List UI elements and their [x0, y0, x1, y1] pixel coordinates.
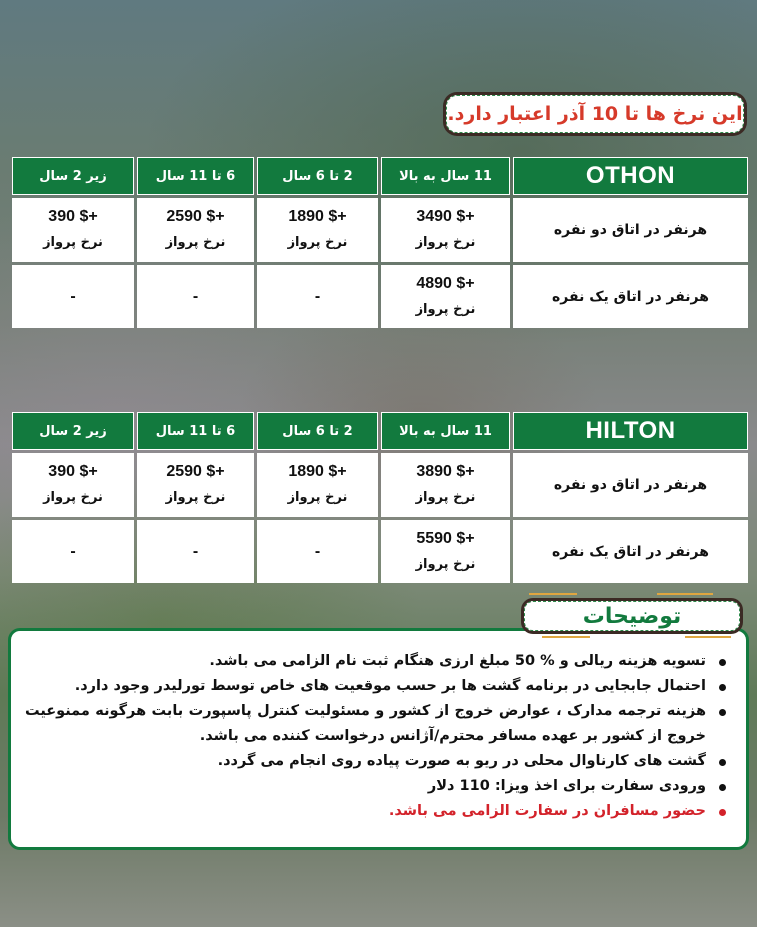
room-type: هرنفر در اتاق دو نفره: [513, 198, 748, 262]
price-cell: [137, 520, 254, 583]
age-column-header: 11 سال به بالا: [381, 157, 510, 195]
price-note: نرخ پرواز: [287, 490, 348, 505]
price-cell: [381, 453, 510, 517]
price-cell: [12, 453, 134, 517]
table-row: [12, 198, 748, 262]
price-value: 2590 $+: [166, 463, 225, 480]
price-cell: [381, 520, 510, 583]
validity-notice-text: این نرخ ها تا 10 آذر اعتبار دارد.: [446, 95, 744, 133]
price-note: نرخ پرواز: [287, 235, 348, 250]
room-type: هرنفر در اتاق یک نفره: [513, 520, 748, 583]
price-note: نرخ پرواز: [415, 556, 476, 572]
price-cell: [12, 198, 134, 262]
othon-price-table: [9, 154, 751, 331]
notes-panel: [8, 628, 749, 850]
decorative-dash: [685, 636, 731, 638]
note-item: هزینه ترجمه مدارک ، عوارض خروج از کشور و مسئولیت کنترل پاسپورت بابت هرگونه ممنوعیت خروج از کشور بر عهده مسافر محترم/آژانس درخواست کننده می باشد.: [25, 699, 706, 749]
price-cell: [12, 520, 134, 583]
note-item: تسویه هزینه ریالی و % 50 مبلغ ارزی هنگام ثبت نام الزامی می باشد.: [25, 649, 706, 674]
decorative-dash: [529, 593, 577, 595]
price-note: نرخ پرواز: [43, 235, 103, 250]
price-value: -: [192, 287, 199, 305]
price-value: 3890 $+: [416, 463, 475, 480]
price-value: 4890 $+: [416, 274, 475, 292]
price-cell: [381, 198, 510, 262]
table-row: [12, 265, 748, 328]
price-value: -: [314, 542, 321, 560]
price-cell: [257, 520, 378, 583]
note-item: احتمال جابجایی در برنامه گشت ها بر حسب موقعیت های خاص توسط تورلیدر وجود دارد.: [25, 674, 706, 699]
price-cell: [137, 198, 254, 262]
room-type: هرنفر در اتاق دو نفره: [513, 453, 748, 517]
table-header-row: [12, 412, 748, 450]
price-value: -: [314, 287, 321, 305]
price-cell: [137, 265, 254, 328]
price-value: 1890 $+: [288, 208, 347, 225]
hotel-name: OTHON: [513, 157, 748, 195]
price-cell: [137, 453, 254, 517]
age-column-header: زیر 2 سال: [12, 412, 134, 450]
price-value: 390 $+: [48, 463, 98, 480]
price-value: 5590 $+: [416, 529, 475, 547]
price-value: 2590 $+: [166, 208, 225, 225]
age-column-header: 2 تا 6 سال: [257, 412, 378, 450]
price-note: نرخ پرواز: [415, 301, 476, 317]
price-cell: [257, 453, 378, 517]
price-cell: [257, 198, 378, 262]
notes-list: [25, 649, 728, 824]
price-value: 1890 $+: [288, 463, 347, 480]
decorative-dash: [542, 636, 590, 638]
age-column-header: 6 تا 11 سال: [137, 412, 254, 450]
note-item: گشت های کارناوال محلی در ریو به صورت پیاده روی انجام می گردد.: [25, 749, 706, 774]
price-cell: [257, 265, 378, 328]
price-note: نرخ پرواز: [415, 235, 476, 250]
age-column-header: 6 تا 11 سال: [137, 157, 254, 195]
price-note: نرخ پرواز: [43, 490, 103, 505]
price-value: -: [192, 542, 199, 560]
hilton-price-table: [9, 409, 751, 586]
note-item: ورودی سفارت برای اخذ ویزا: 110 دلار: [25, 774, 706, 799]
table-header-row: [12, 157, 748, 195]
price-note: نرخ پرواز: [165, 490, 226, 505]
price-note: نرخ پرواز: [165, 235, 226, 250]
table-row: [12, 453, 748, 517]
age-column-header: 11 سال به بالا: [381, 412, 510, 450]
price-cell: [12, 265, 134, 328]
price-cell: [381, 265, 510, 328]
validity-notice: [443, 92, 747, 136]
notes-title-badge: [521, 598, 743, 634]
price-value: 390 $+: [48, 208, 98, 225]
note-item-warning: حضور مسافران در سفارت الزامی می باشد.: [25, 799, 706, 824]
table-row: [12, 520, 748, 583]
price-value: -: [70, 287, 76, 305]
age-column-header: 2 تا 6 سال: [257, 157, 378, 195]
decorative-dash: [657, 593, 713, 595]
hotel-name: HILTON: [513, 412, 748, 450]
price-value: 3490 $+: [416, 208, 475, 225]
room-type: هرنفر در اتاق یک نفره: [513, 265, 748, 328]
notes-title: توضیحات: [524, 601, 740, 631]
price-note: نرخ پرواز: [415, 490, 476, 505]
price-value: -: [70, 542, 76, 560]
age-column-header: زیر 2 سال: [12, 157, 134, 195]
